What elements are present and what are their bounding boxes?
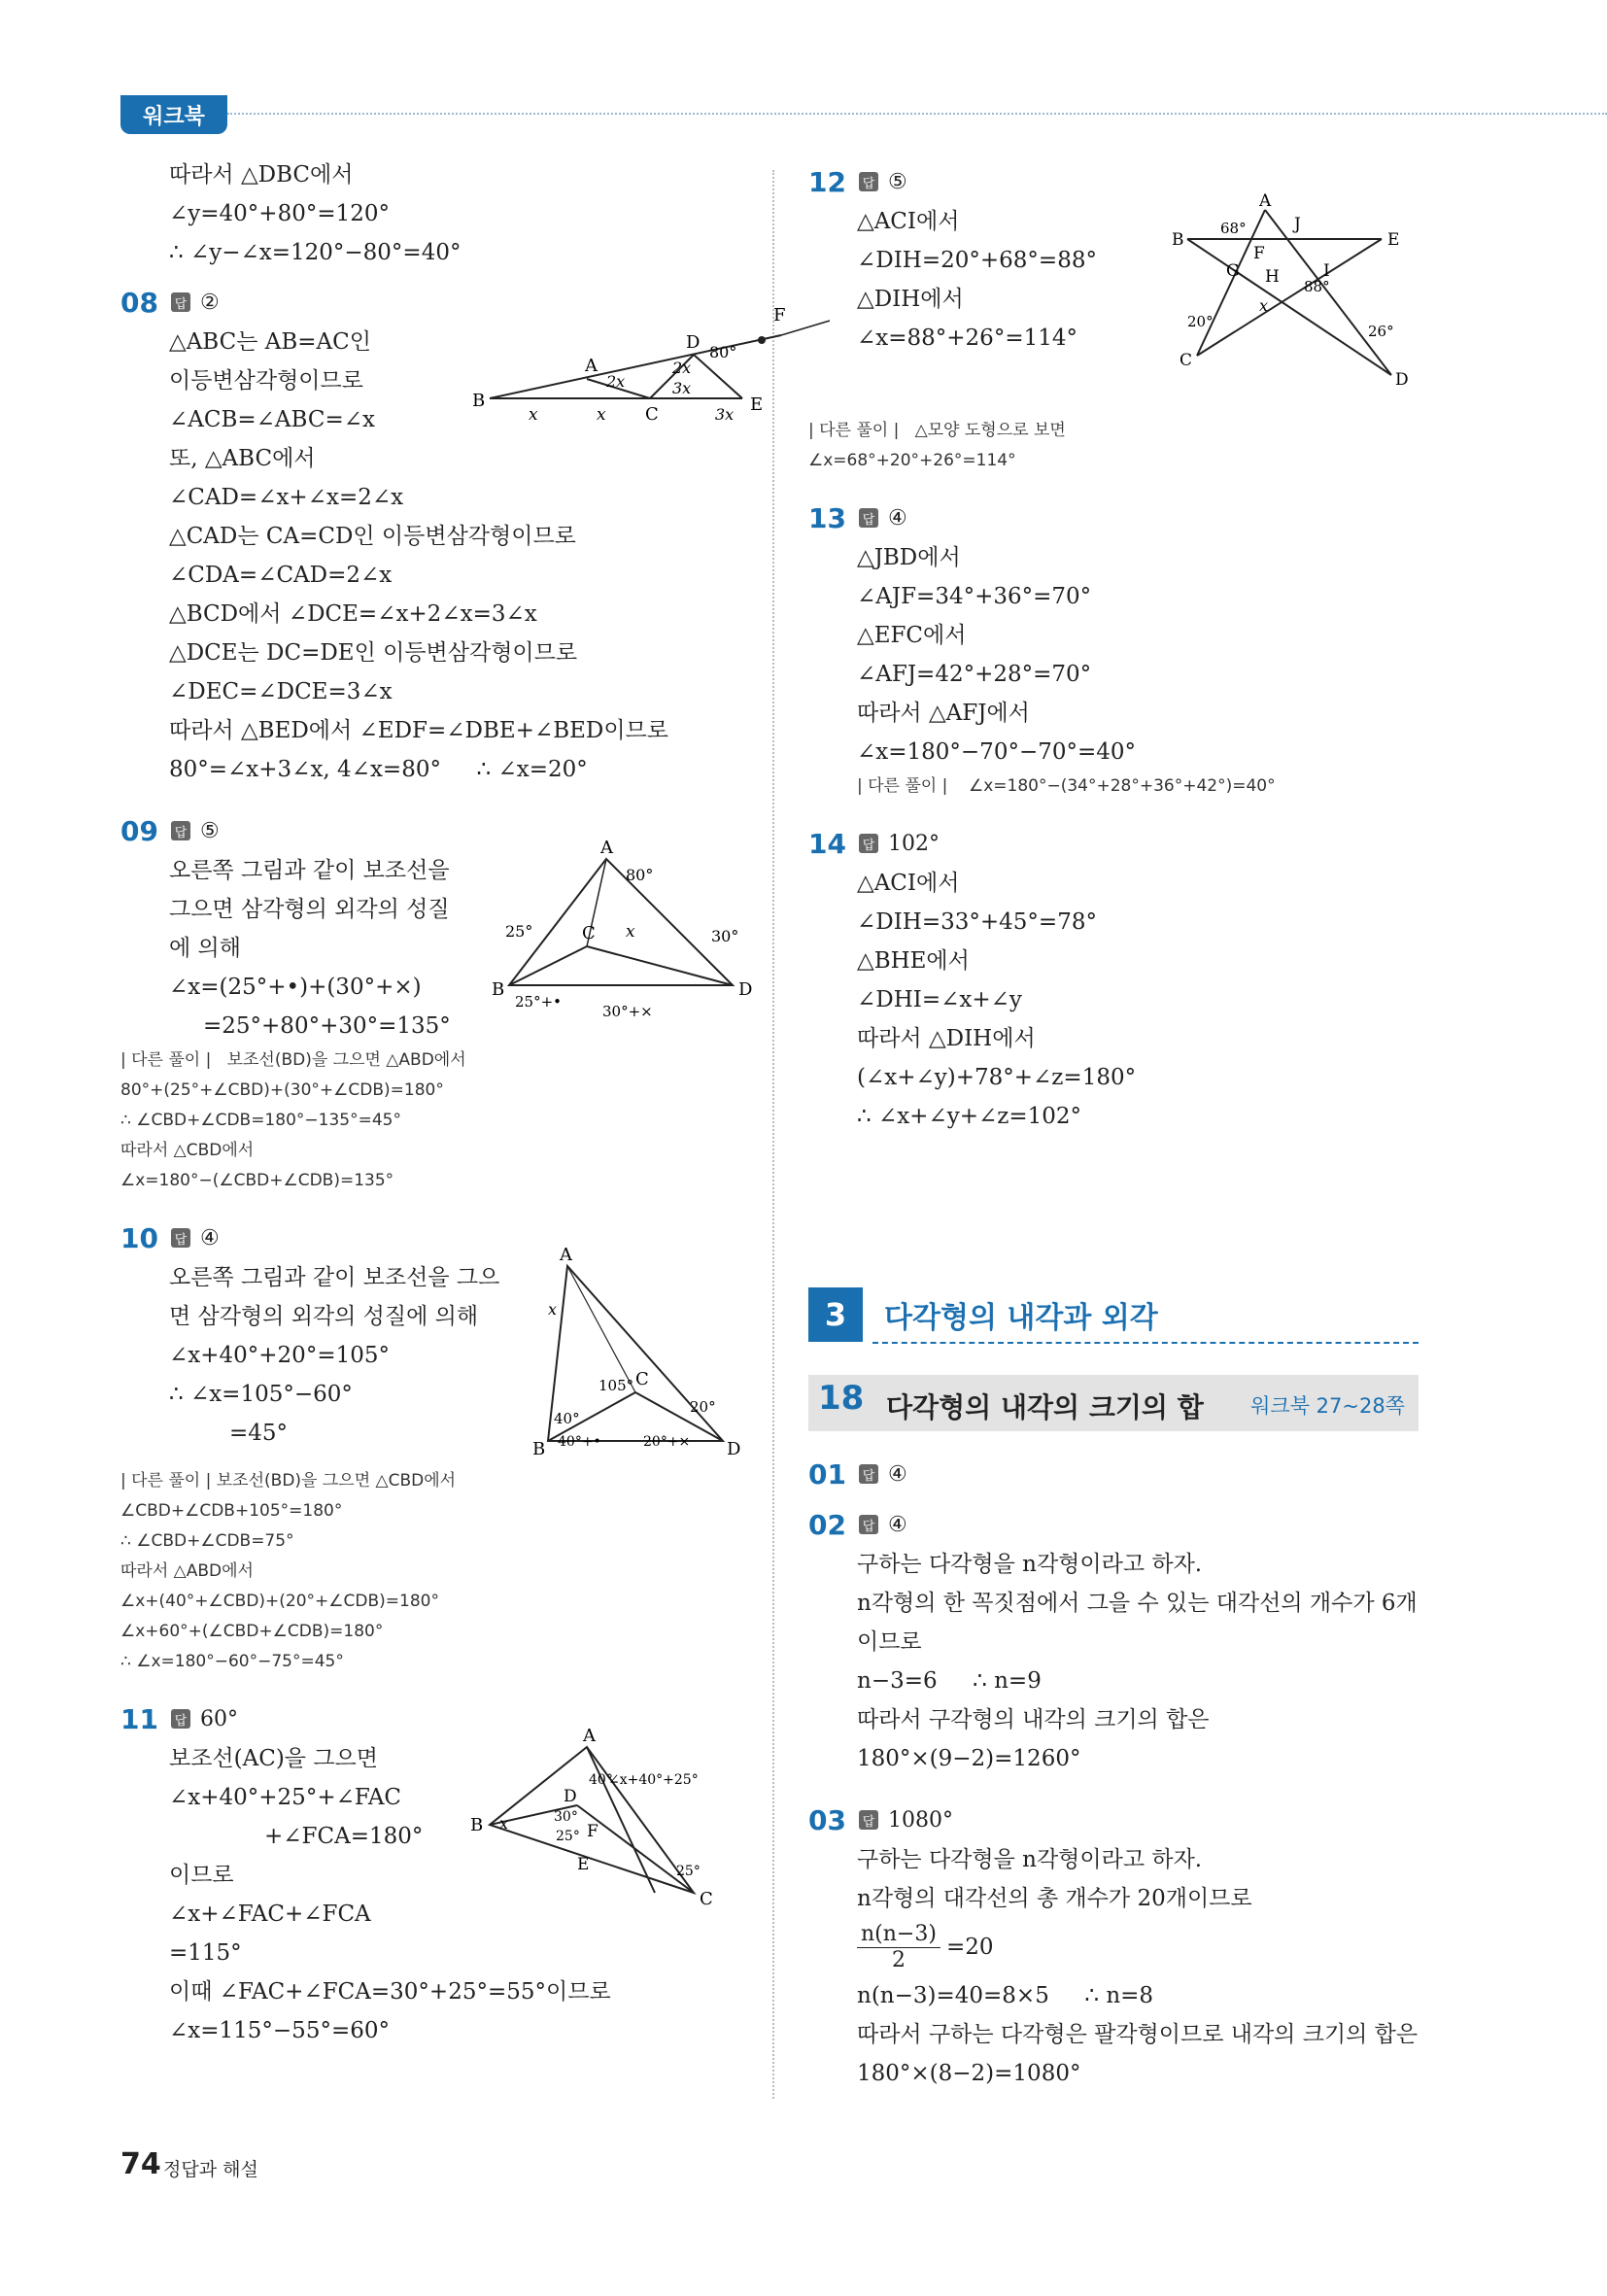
text-line: n(n−3)=40=8×5 ∴ n=8	[857, 1983, 1154, 2008]
label: D	[686, 332, 701, 353]
text-line: 180°×(9−2)=1260°	[857, 1746, 1081, 1771]
label: F	[587, 1822, 598, 1841]
text-line: 그으면 삼각형의 외각의 성질	[169, 897, 450, 922]
text-line: 이등변삼각형이므로	[169, 368, 363, 394]
footer-label: 정답과 해설	[163, 2159, 258, 2180]
label: B	[1172, 230, 1184, 250]
text-line: 구하는 다각형을 n각형이라고 하자.	[857, 1847, 1203, 1872]
label: E	[750, 394, 764, 415]
text-line: 80°=∠x+3∠x, 4∠x=80° ∴ ∠x=20°	[169, 757, 588, 782]
text-line: 이므로	[857, 1629, 922, 1655]
text-line: ∴ ∠x+∠y+∠z=102°	[857, 1104, 1082, 1129]
text-line: 구하는 다각형을 n각형이라고 하자.	[857, 1552, 1203, 1577]
label: 25°+•	[515, 993, 563, 1011]
text-line: ∠DIH=33°+45°=78°	[857, 909, 1097, 935]
alt-line: | 다른 풀이 | ∠x=180°−(34°+28°+36°+42°)=40°	[857, 776, 1276, 796]
fraction-denominator: 2	[891, 1947, 906, 1972]
text-line: ∠x=(25°+•)+(30°+×)	[169, 975, 422, 1000]
label: B	[470, 1815, 484, 1835]
section-header	[808, 1287, 1360, 1342]
label: E	[577, 1855, 590, 1874]
question-03	[808, 1799, 1430, 2093]
label: 40°+•	[558, 1434, 601, 1450]
text-line: 따라서 구각형의 내각의 크기의 합은	[857, 1707, 1210, 1732]
text-line: 면 삼각형의 외각의 성질에 의해	[169, 1304, 479, 1329]
alt-line: ∠x=68°+20°+26°=114°	[808, 451, 1016, 470]
answer-badge: 답	[859, 508, 878, 528]
label: D	[564, 1787, 577, 1806]
text-line: 이때 ∠FAC+∠FCA=30°+25°=55°이므로	[169, 1979, 611, 2005]
alt-line: | 다른 풀이 | 보조선(BD)을 그으면 △CBD에서	[120, 1471, 457, 1491]
label: F	[773, 305, 786, 326]
label: J	[1294, 215, 1301, 234]
label: 2x	[672, 359, 692, 377]
label: 20°	[1187, 313, 1214, 330]
text-line: ∠DEC=∠DCE=3∠x	[169, 679, 393, 704]
label: C	[645, 404, 659, 425]
alt-line: ∠x+(40°+∠CBD)+(20°+∠CDB)=180°	[120, 1592, 439, 1611]
text-line: △BHE에서	[857, 948, 970, 974]
label: 25°	[505, 922, 533, 941]
answer-badge: 답	[859, 1810, 878, 1830]
label: 88°	[1304, 278, 1330, 295]
text-line: 따라서 △BED에서 ∠EDF=∠DBE+∠BED이므로	[169, 718, 668, 743]
label: F	[1253, 244, 1265, 263]
label: H	[1265, 267, 1280, 287]
label: 30°	[554, 1809, 578, 1825]
answer: ④	[888, 1512, 907, 1537]
text-line: ∠y=40°+80°=120°	[169, 201, 391, 226]
problem-number: 03	[808, 1803, 846, 1836]
problem-number: 10	[120, 1221, 158, 1254]
label: C	[635, 1369, 649, 1389]
label: C	[700, 1889, 713, 1909]
problem-09	[120, 810, 753, 1196]
answer: ④	[888, 1461, 907, 1487]
label: 3x	[672, 379, 692, 397]
problem-10	[120, 1217, 742, 1677]
label: 25°	[676, 1864, 701, 1879]
label: 3x	[715, 405, 735, 424]
alt-line: ∴ ∠CBD+∠CDB=180°−135°=45°	[120, 1111, 401, 1130]
label: 80°	[626, 866, 654, 884]
figure-09	[490, 840, 762, 1024]
text-line: ∠x+40°+25°+∠FAC	[169, 1785, 402, 1810]
label: x	[529, 405, 538, 425]
label: 40°	[589, 1772, 613, 1788]
label: B	[532, 1439, 546, 1459]
problem-number: 11	[120, 1702, 158, 1735]
text-line: ∠CAD=∠x+∠x=2∠x	[169, 485, 404, 510]
label: B	[472, 391, 486, 411]
label: E	[1387, 230, 1400, 250]
figure-11	[461, 1728, 742, 1932]
answer: ④	[200, 1225, 220, 1251]
problem-number: 08	[120, 286, 158, 319]
answer: 1080°	[888, 1807, 953, 1833]
alt-line: ∠x+60°+(∠CBD+∠CDB)=180°	[120, 1622, 384, 1641]
workbook-page-ref: 워크북 27~28쪽	[1250, 1394, 1405, 1418]
alt-line: | 다른 풀이 | 보조선(BD)을 그으면 △ABD에서	[120, 1050, 466, 1070]
label: C	[1180, 351, 1193, 370]
label: x	[1259, 296, 1269, 315]
label: B	[492, 979, 505, 1000]
label: A	[585, 356, 598, 376]
problem-number: 13	[808, 501, 846, 534]
text-line: ∠ACB=∠ABC=∠x	[169, 407, 375, 432]
label: 2x	[606, 372, 626, 391]
alt-line: 80°+(25°+∠CBD)+(30°+∠CDB)=180°	[120, 1080, 444, 1100]
right-column	[808, 155, 1430, 1157]
label: 80°	[709, 343, 737, 361]
answer-badge: 답	[859, 1464, 878, 1484]
answer: ②	[200, 290, 220, 315]
figure-12	[1168, 190, 1411, 394]
alt-line: ∠CBD+∠CDB+105°=180°	[120, 1501, 343, 1521]
workbook-tag: 워크북	[120, 95, 227, 134]
fraction-numerator: n(n−3)	[857, 1922, 940, 1948]
label: x	[597, 405, 606, 425]
text-line: ∠x=88°+26°=114°	[857, 326, 1077, 351]
answer-badge: 답	[171, 292, 190, 312]
answer: ⑤	[888, 169, 907, 194]
alt-line: 따라서 △CBD에서	[120, 1141, 255, 1160]
left-column	[120, 155, 786, 2072]
answer: ④	[888, 505, 907, 531]
text-line: 따라서 구하는 다각형은 팔각형이므로 내각의 크기의 합은	[857, 2022, 1419, 2047]
problem-number: 09	[120, 814, 158, 847]
answer: ⑤	[200, 818, 220, 843]
text-line: △BCD에서 ∠DCE=∠x+2∠x=3∠x	[169, 601, 537, 627]
question-01	[808, 1454, 1430, 1494]
label: 25°	[556, 1829, 580, 1844]
problem-08	[120, 282, 786, 789]
text-line: △DCE는 DC=DE인 이등변삼각형이므로	[169, 640, 578, 666]
label: 30°	[711, 927, 739, 945]
label: D	[738, 979, 753, 1000]
text-line: ∠x=180°−70°−70°=40°	[857, 739, 1137, 765]
label: D	[1395, 370, 1409, 390]
text-line: ∠AJF=34°+36°=70°	[857, 584, 1092, 609]
answer-badge: 답	[171, 1709, 190, 1729]
label: A	[600, 840, 613, 858]
text-line: ∠DHI=∠x+∠y	[857, 987, 1022, 1012]
text-line: 또, △ABC에서	[169, 446, 316, 471]
text-line: 오른쪽 그림과 같이 보조선을	[169, 858, 450, 883]
label: 68°	[1220, 220, 1247, 237]
label: A	[560, 1247, 572, 1265]
answer-badge: 답	[171, 1228, 190, 1248]
text-line: ∴ ∠y−∠x=120°−80°=40°	[169, 240, 462, 265]
answer: 60°	[200, 1706, 238, 1731]
label: D	[727, 1439, 741, 1459]
text-line: =115°	[169, 1940, 242, 1966]
text-line: ∠x=115°−55°=60°	[169, 2018, 390, 2043]
problem-number: 01	[808, 1457, 846, 1491]
text-line: 따라서 △DIH에서	[857, 1026, 1036, 1051]
text-line: △ABC는 AB=AC인	[169, 329, 371, 355]
text-line: 에 의해	[169, 936, 241, 961]
text-line: △DIH에서	[857, 287, 964, 312]
label: 30°+×	[602, 1003, 653, 1020]
label: ∠x+40°+25°	[608, 1772, 699, 1788]
problem-14	[808, 823, 1430, 1136]
text-line: ∴ ∠x=105°−60°	[169, 1382, 353, 1407]
text-line: 따라서 △DBC에서	[169, 162, 354, 188]
text-line: △EFC에서	[857, 623, 967, 648]
answer-badge: 답	[859, 1515, 878, 1534]
answer-badge: 답	[171, 821, 190, 840]
text-line: 따라서 △AFJ에서	[857, 701, 1030, 726]
text-line: 180°×(8−2)=1080°	[857, 2061, 1081, 2086]
label: 40°	[554, 1410, 580, 1427]
column-divider	[772, 170, 774, 2099]
problem-13	[808, 497, 1430, 802]
figure-08	[461, 301, 869, 428]
section-title: 다각형의 내각과 외각	[884, 1301, 1158, 1335]
text-line: ∠x+40°+20°=105°	[169, 1343, 390, 1368]
fraction-rhs: =20	[945, 1935, 994, 1960]
text-line: +∠FCA=180°	[264, 1824, 424, 1849]
problem-11	[120, 1698, 742, 2050]
alt-line: ∴ ∠CBD+∠CDB=75°	[120, 1531, 294, 1551]
label: x	[499, 1814, 509, 1833]
label: x	[626, 922, 635, 942]
answer-badge: 답	[859, 834, 878, 853]
label: x	[548, 1300, 558, 1319]
text-line: ∠DIH=20°+68°=88°	[857, 248, 1097, 273]
label: A	[1259, 191, 1272, 211]
alt-line: 따라서 △ABD에서	[120, 1561, 254, 1581]
header-divider	[227, 113, 1607, 115]
label: 105°	[598, 1377, 634, 1394]
text-line: 오른쪽 그림과 같이 보조선을 그으	[169, 1265, 500, 1290]
alt-line: | 다른 풀이 | △모양 도형으로 보면	[808, 421, 1066, 440]
label: A	[583, 1728, 596, 1746]
subsection-header	[808, 1375, 1419, 1431]
answer-badge: 답	[859, 172, 878, 191]
text-line: (∠x+∠y)+78°+∠z=180°	[857, 1065, 1137, 1090]
figure-10	[529, 1247, 742, 1460]
text-line: △ACI에서	[857, 871, 960, 896]
fraction-line	[808, 1918, 1430, 1976]
text-line: △CAD는 CA=CD인 이등변삼각형이므로	[169, 524, 576, 549]
text-line: n−3=6 ∴ n=9	[857, 1668, 1042, 1694]
text-line: =25°+80°+30°=135°	[203, 1013, 451, 1039]
text-line: △JBD에서	[857, 545, 961, 570]
subsection-number: 18	[818, 1379, 865, 1418]
text-line: △ACI에서	[857, 209, 960, 234]
text-line: n각형의 한 꼭짓점에서 그을 수 있는 대각선의 개수가 6개	[857, 1591, 1418, 1616]
text-line: ∠AFJ=42°+28°=70°	[857, 662, 1092, 687]
problem-number: 12	[808, 165, 846, 198]
label: 20°+×	[643, 1434, 691, 1450]
text-line: =45°	[229, 1421, 289, 1446]
label: C	[582, 923, 596, 943]
question-02	[808, 1504, 1430, 1778]
label: 26°	[1368, 323, 1394, 340]
text-line: 이므로	[169, 1863, 234, 1888]
text-line: n각형의 대각선의 총 개수가 20개이므로	[857, 1886, 1252, 1911]
text-line: ∠x+∠FAC+∠FCA	[169, 1902, 371, 1927]
subsection-title: 다각형의 내각의 크기의 합	[886, 1391, 1204, 1423]
alt-line: ∠x=180°−(∠CBD+∠CDB)=135°	[120, 1171, 394, 1190]
section-number: 3	[808, 1287, 863, 1342]
page-number: 74	[120, 2147, 161, 2181]
answer: 102°	[888, 831, 940, 856]
problem-number: 14	[808, 827, 846, 860]
label: 20°	[690, 1398, 716, 1416]
alt-line: ∴ ∠x=180°−60°−75°=45°	[120, 1652, 344, 1671]
problem-12	[808, 161, 1430, 476]
problem-number: 02	[808, 1508, 846, 1541]
label: G	[1226, 261, 1240, 281]
text-line: ∠CDA=∠CAD=2∠x	[169, 563, 393, 588]
section-underline	[872, 1342, 1419, 1344]
text-line: 보조선(AC)을 그으면	[169, 1746, 378, 1771]
label: I	[1323, 261, 1330, 281]
right-column-lower	[808, 1448, 1430, 2114]
